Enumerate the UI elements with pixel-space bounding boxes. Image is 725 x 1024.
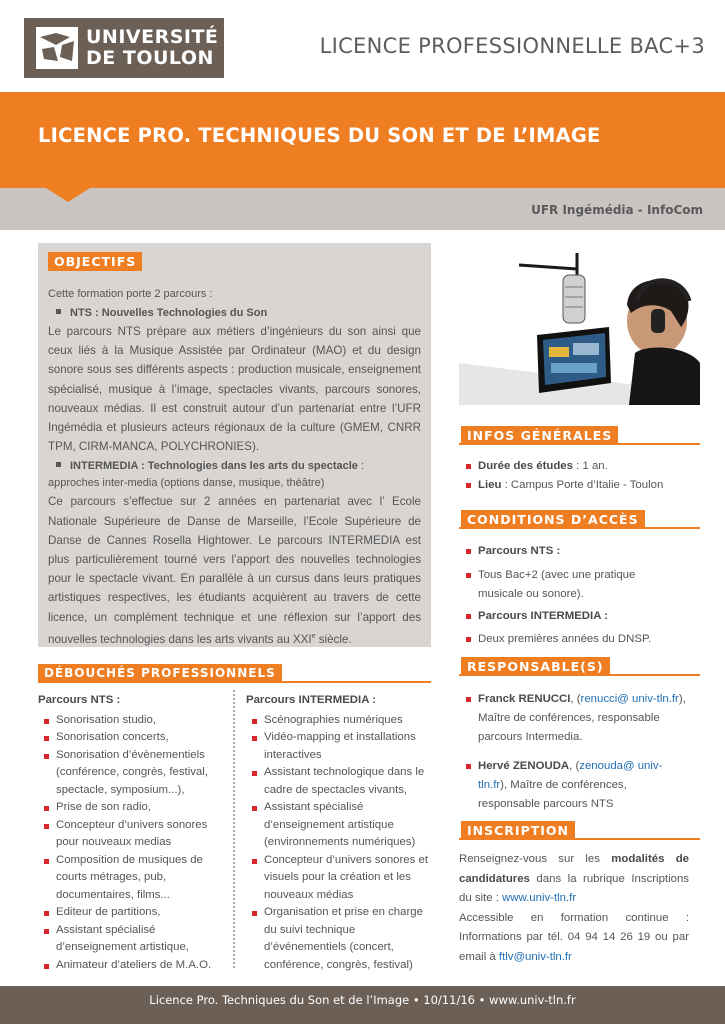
intermedia-options: approches inter-media (options danse, musique, théâtre) xyxy=(48,477,325,490)
studio-photo xyxy=(459,243,700,405)
objectifs-body xyxy=(48,286,421,649)
list-item: Tous Bac+2 (avec une pratique musicale ou sonore). xyxy=(459,566,669,605)
responsables-list xyxy=(459,690,704,814)
email-link[interactable]: ftlv@univ-tln.fr xyxy=(498,950,572,963)
infos-heading: INFOS GÉNÉRALES xyxy=(461,426,618,445)
university-emblem-icon xyxy=(36,27,78,69)
intermedia-heading: INTERMEDIA : Technologies dans les arts du spectacle : xyxy=(48,458,421,475)
bullet-icon xyxy=(56,309,61,314)
debouches-heading: DÉBOUCHÉS PROFESSIONNELS xyxy=(38,664,282,683)
nts-description: Le parcours NTS prépare aux métiers d’ingénieurs du son ainsi que ceux liés à la Musique Assistée par Ordinateur (MAO) et du design sonore sous ses différents aspects : production musicale, enseignement spécialisé, musique à l’image, spectacles vivants, parcours sonores, nouveaux médias. Il est construit autour d’un partenariat entre l’UFR Ingémédia et plusieurs acteurs régionaux de la culture (GMEM, CNRR TPM, CIRM-MANCA, POLYCHRONIES). xyxy=(48,325,421,454)
objectifs-intro: Cette formation porte 2 parcours : xyxy=(48,288,213,300)
list-item: Assistant spécialisé d’enseignement artistique (environnements numériques) xyxy=(246,799,431,852)
list-item: Lieu : Campus Porte d’Italie - Toulon xyxy=(459,476,704,495)
list-item: Hervé ZENOUDA, (zenouda@ univ-tln.fr), Maître de conférences, responsable parcours NTS xyxy=(459,757,689,814)
conditions-heading: CONDITIONS D’ACCÈS xyxy=(461,510,645,529)
list-item: Assistant technologique dans le cadre de spectacles vivants, xyxy=(246,764,431,799)
email-link[interactable]: renucci@ univ-tln.fr xyxy=(580,693,679,705)
inscription-heading: INSCRIPTION xyxy=(461,821,575,840)
inscription-text: Renseignez-vous sur les modalités de candidatures dans la rubrique Inscriptions du site : www.univ-tln.fr Accessible en formation continue : Informations par tél. 04 94 14 26 19 ou par email à ftlv@univ-tln.fr xyxy=(459,853,689,963)
list-item: Durée des études : 1 an. xyxy=(459,457,704,476)
page-footer: Licence Pro. Techniques du Son et de l’Image • 10/11/16 • www.univ-tln.fr xyxy=(0,986,725,1024)
infos-rule xyxy=(459,443,700,445)
list-item: Animateur d’ateliers de M.A.O. xyxy=(38,957,228,975)
list-item: Concepteur d’univers sonores pour nouveaux medias xyxy=(38,817,228,852)
debouches-rule xyxy=(38,681,431,683)
logo-line-2: DE TOULON xyxy=(86,47,214,69)
list-item: Prise de son radio, xyxy=(38,799,228,817)
email-link[interactable]: zenouda@ univ-tln.fr xyxy=(478,760,663,791)
list-item: Deux premières années du DNSP. xyxy=(459,630,704,650)
list-item: Vidéo-mapping et installations interactives xyxy=(246,729,431,764)
debouches-nts-title: Parcours NTS : xyxy=(38,694,121,706)
debouches-nts-column xyxy=(38,692,228,974)
page-title: LICENCE PRO. TECHNIQUES DU SON ET DE L’IMAGE xyxy=(38,124,601,147)
list-item: Assistant spécialisé d’enseignement artistique, xyxy=(38,922,228,957)
university-logo[interactable] xyxy=(24,18,224,78)
list-item: Sonorisation concerts, xyxy=(38,729,228,747)
list-item: Concepteur d’univers sonores et visuels pour la création et les nouveaux médias xyxy=(246,852,431,905)
nts-heading: NTS : Nouvelles Technologies du Son xyxy=(48,304,421,322)
debouches-intermedia-column xyxy=(246,692,431,974)
list-item: Composition de musiques de courts métrages, pub, documentaires, films... xyxy=(38,852,228,905)
list-item: Scénographies numériques xyxy=(246,712,431,730)
ufr-label: UFR Ingémédia - InfoCom xyxy=(531,203,703,217)
program-level: LICENCE PROFESSIONNELLE BAC+3 xyxy=(319,34,705,58)
inscription-rule xyxy=(459,838,700,840)
list-item: Editeur de partitions, xyxy=(38,904,228,922)
conditions-list xyxy=(459,542,704,650)
objectifs-heading: OBJECTIFS xyxy=(48,252,142,271)
list-item: Organisation et prise en charge du suivi technique d’événementiels (concert, conférence, congrès, festival) xyxy=(246,904,431,974)
intermedia-description: Ce parcours s’effectue sur 2 années en partenariat avec l’ Ecole Nationale Supérieure de Danse de Marseille, l’Ecole Supérieure de Danse de Cannes Rosella Hightower. Le parcours INTERMEDIA est plus particulièrement tourné vers l’apport des nouvelles technologies pour le spectacle vivant. En parallèle à un cursus dans leurs pratiques artistiques respectives, les étudiants acquièrent au travers de cette licence, un complément technique et une réflexion sur l’apport des nouvelles technologies dans les arts vivants au XXIe siècle. xyxy=(48,495,421,646)
column-divider xyxy=(233,690,235,968)
list-item: Sonorisation studio, xyxy=(38,712,228,730)
website-link[interactable]: www.univ-tln.fr xyxy=(502,892,577,904)
debouches-intermedia-title: Parcours INTERMEDIA : xyxy=(246,694,376,706)
responsables-rule xyxy=(459,674,700,676)
infos-list xyxy=(459,457,704,495)
list-item: Parcours INTERMEDIA : xyxy=(459,607,704,627)
title-notch xyxy=(46,188,90,202)
list-item: Franck RENUCCI, (renucci@ univ-tln.fr), Maître de conférences, responsable parcours Intermedia. xyxy=(459,690,689,747)
logo-line-1: UNIVERSITÉ xyxy=(86,26,219,48)
bullet-icon xyxy=(56,462,61,467)
list-item: Sonorisation d’évènementiels (conférence, congrès, festival, spectacle, symposium...), xyxy=(38,747,228,800)
conditions-rule xyxy=(459,527,700,529)
responsables-heading: RESPONSABLE(S) xyxy=(461,657,610,676)
list-item: Parcours NTS : xyxy=(459,542,704,562)
